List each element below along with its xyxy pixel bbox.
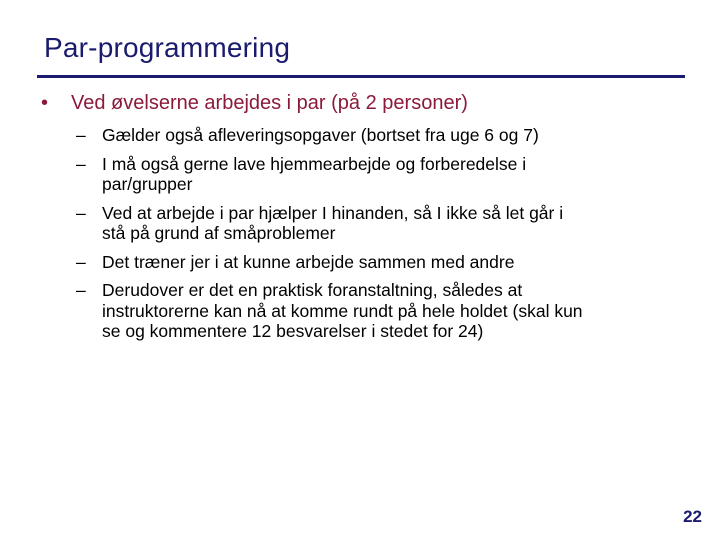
- sub-bullet-list: [76, 125, 676, 350]
- slide-title: Par-programmering: [44, 32, 291, 63]
- sub-bullet-item: [76, 154, 676, 195]
- sub-bullet-item: [76, 280, 676, 342]
- sub-bullet-item: [76, 203, 676, 244]
- sub-bullet-item: [76, 125, 676, 146]
- sub-bullet-line: instruktorerne kan nå at komme rundt på hele holdet (skal kun: [102, 300, 583, 321]
- sub-bullet-line: par/grupper: [102, 174, 193, 194]
- sub-bullet-line: I må også gerne lave hjemmearbejde og forberedelse i: [102, 153, 527, 174]
- dash-marker: –: [76, 125, 86, 145]
- dash-marker: –: [76, 251, 86, 272]
- sub-bullet-line: Ved at arbejde i par hjælper I hinanden, så I ikke så let går i: [102, 202, 564, 223]
- sub-bullet-line: stå på grund af småproblemer: [102, 223, 336, 243]
- bullet-marker: •: [41, 92, 49, 114]
- sub-bullet-line: se og kommentere 12 besvarelser i stedet for 24): [102, 321, 484, 341]
- title-divider: [37, 75, 685, 78]
- dash-marker: –: [76, 202, 86, 223]
- sub-bullet-line: Det træner jer i at kunne arbejde sammen med andre: [102, 251, 515, 272]
- sub-bullet-line: Gælder også afleveringsopgaver (bortset fra uge 6 og 7): [102, 125, 539, 145]
- sub-bullet-line: Derudover er det en praktisk foranstaltning, således at: [102, 280, 523, 300]
- main-bullet: [41, 92, 468, 115]
- sub-bullet-item: [76, 252, 676, 273]
- dash-marker: –: [76, 153, 86, 174]
- main-bullet-text: Ved øvelserne arbejdes i par (på 2 personer): [71, 92, 468, 114]
- page-number: 22: [683, 507, 702, 526]
- dash-marker: –: [76, 280, 86, 300]
